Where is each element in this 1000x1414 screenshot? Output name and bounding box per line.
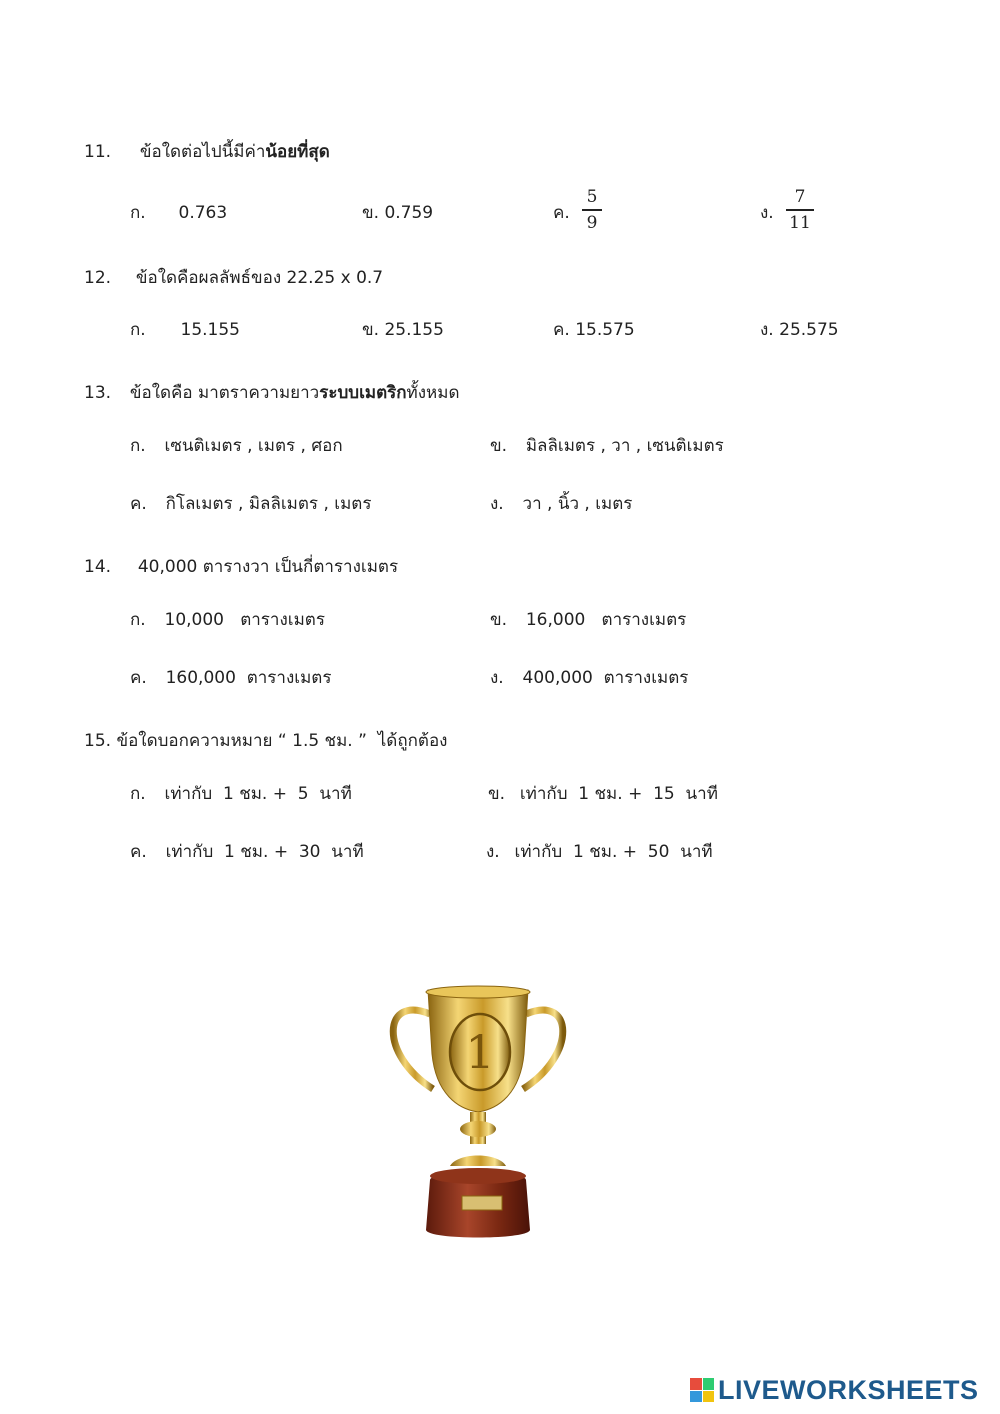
choice-label: ก. <box>130 203 146 223</box>
fraction-numerator: 5 <box>586 187 598 207</box>
choice-12-d[interactable] <box>760 322 839 339</box>
question-prompt: ข้อใดบอกความหมาย “ 1.5 ชม. ” ได้ถูกต้อง <box>116 731 448 751</box>
question-prompt: ข้อใดต่อไปนี้มีค่า <box>139 142 266 162</box>
choice-text: 0.759 <box>384 203 434 223</box>
choice-11-c[interactable] <box>553 205 570 222</box>
fraction-denominator: 11 <box>789 212 811 233</box>
choice-13-b[interactable] <box>490 438 724 455</box>
choice-label: ค. <box>553 320 570 340</box>
choice-text: เท่ากับ 1 ชม. + 50 นาที <box>514 842 713 862</box>
question-prompt: ข้อใดคือ มาตราความยาว <box>129 383 320 403</box>
choice-12-a[interactable] <box>130 322 240 339</box>
choice-14-a[interactable] <box>130 612 325 629</box>
question-11 <box>84 138 330 165</box>
trophy-foot <box>450 1156 506 1167</box>
question-number: 13. <box>84 383 112 403</box>
choice-15-d[interactable] <box>486 844 713 861</box>
choice-label: ค. <box>553 203 570 223</box>
choice-label: ง. <box>490 494 504 514</box>
trophy-plaque <box>462 1196 502 1210</box>
fraction-denominator: 9 <box>586 212 598 233</box>
choice-label: ก. <box>130 436 146 456</box>
choice-12-c[interactable] <box>553 322 635 339</box>
question-number: 12. <box>84 268 112 288</box>
question-prompt: 40,000 ตารางวา เป็นกี่ตารางเมตร <box>137 557 399 577</box>
trophy-left-handle <box>393 1010 433 1089</box>
question-prompt-emphasis: ระบบเมตริก <box>319 383 407 403</box>
choice-text: 10,000 ตารางเมตร <box>164 610 325 630</box>
choice-14-c[interactable] <box>130 670 331 687</box>
choice-text: 25.155 <box>384 320 444 340</box>
choice-13-a[interactable] <box>130 438 343 455</box>
fraction-5-9 <box>582 187 602 233</box>
brand-name: LIVEWORKSHEETS <box>718 1374 979 1405</box>
choice-label: ข. <box>362 320 380 340</box>
choice-label: ค. <box>130 494 147 514</box>
choice-13-c[interactable] <box>130 496 371 513</box>
fraction-bar <box>582 209 602 211</box>
trophy-base-top <box>430 1168 526 1184</box>
choice-14-b[interactable] <box>490 612 686 629</box>
choice-text: 160,000 ตารางเมตร <box>165 668 332 688</box>
choice-text: เซนติเมตร , เมตร , ศอก <box>164 436 343 456</box>
choice-11-a[interactable] <box>130 205 227 222</box>
question-prompt-emphasis: น้อยที่สุด <box>265 142 330 162</box>
choice-11-b[interactable] <box>362 205 433 222</box>
choice-15-c[interactable] <box>130 844 364 861</box>
choice-11-d[interactable] <box>760 205 774 222</box>
choice-label: ข. <box>488 784 506 804</box>
choice-text: วา , นิ้ว , เมตร <box>522 494 633 514</box>
choice-label: ก. <box>130 320 146 340</box>
choice-15-a[interactable] <box>130 786 352 803</box>
choice-label: ก. <box>130 784 146 804</box>
choice-text: เท่ากับ 1 ชม. + 30 นาที <box>165 842 364 862</box>
trophy-image <box>378 984 578 1244</box>
choice-label: ข. <box>490 610 508 630</box>
fraction-7-11 <box>786 187 814 233</box>
choice-text: มิลลิเมตร , วา , เซนติเมตร <box>525 436 724 456</box>
choice-label: ข. <box>490 436 508 456</box>
brand-icon <box>690 1378 714 1402</box>
brand-logo <box>690 1376 979 1404</box>
question-14 <box>84 553 398 580</box>
choice-text: เท่ากับ 1 ชม. + 15 นาที <box>519 784 718 804</box>
question-12 <box>84 264 383 291</box>
choice-12-b[interactable] <box>362 322 444 339</box>
choice-text: เท่ากับ 1 ชม. + 5 นาที <box>164 784 352 804</box>
choice-label: ข. <box>362 203 380 223</box>
choice-label: ค. <box>130 668 147 688</box>
choice-text: 25.575 <box>779 320 839 340</box>
question-13 <box>84 379 460 406</box>
choice-text: 16,000 ตารางเมตร <box>525 610 687 630</box>
choice-text: 400,000 ตารางเมตร <box>522 668 689 688</box>
choice-label: ก. <box>130 610 146 630</box>
trophy-knob <box>460 1121 496 1137</box>
choice-15-b[interactable] <box>488 786 718 803</box>
question-prompt: ข้อใดคือผลลัพธ์ของ 22.25 x 0.7 <box>135 268 384 288</box>
fraction-numerator: 7 <box>794 187 806 207</box>
choice-label: ง. <box>760 320 774 340</box>
trophy-rim <box>426 986 530 998</box>
choice-label: ง. <box>490 668 504 688</box>
question-prompt-tail: ทั้งหมด <box>406 383 460 403</box>
choice-text: 15.155 <box>180 320 240 340</box>
trophy-right-handle <box>523 1010 563 1089</box>
choice-label: ง. <box>760 203 774 223</box>
choice-label: ค. <box>130 842 147 862</box>
trophy-digit: 1 <box>465 1025 495 1079</box>
question-15 <box>84 727 447 754</box>
fraction-bar <box>786 209 814 211</box>
choice-text: 0.763 <box>178 203 228 223</box>
question-number: 14. <box>84 557 112 577</box>
choice-label: ง. <box>486 842 500 862</box>
question-number: 15. <box>84 731 112 751</box>
choice-text: กิโลเมตร , มิลลิเมตร , เมตร <box>165 494 372 514</box>
choice-14-d[interactable] <box>490 670 688 687</box>
question-number: 11. <box>84 142 112 162</box>
choice-13-d[interactable] <box>490 496 632 513</box>
choice-text: 15.575 <box>575 320 635 340</box>
